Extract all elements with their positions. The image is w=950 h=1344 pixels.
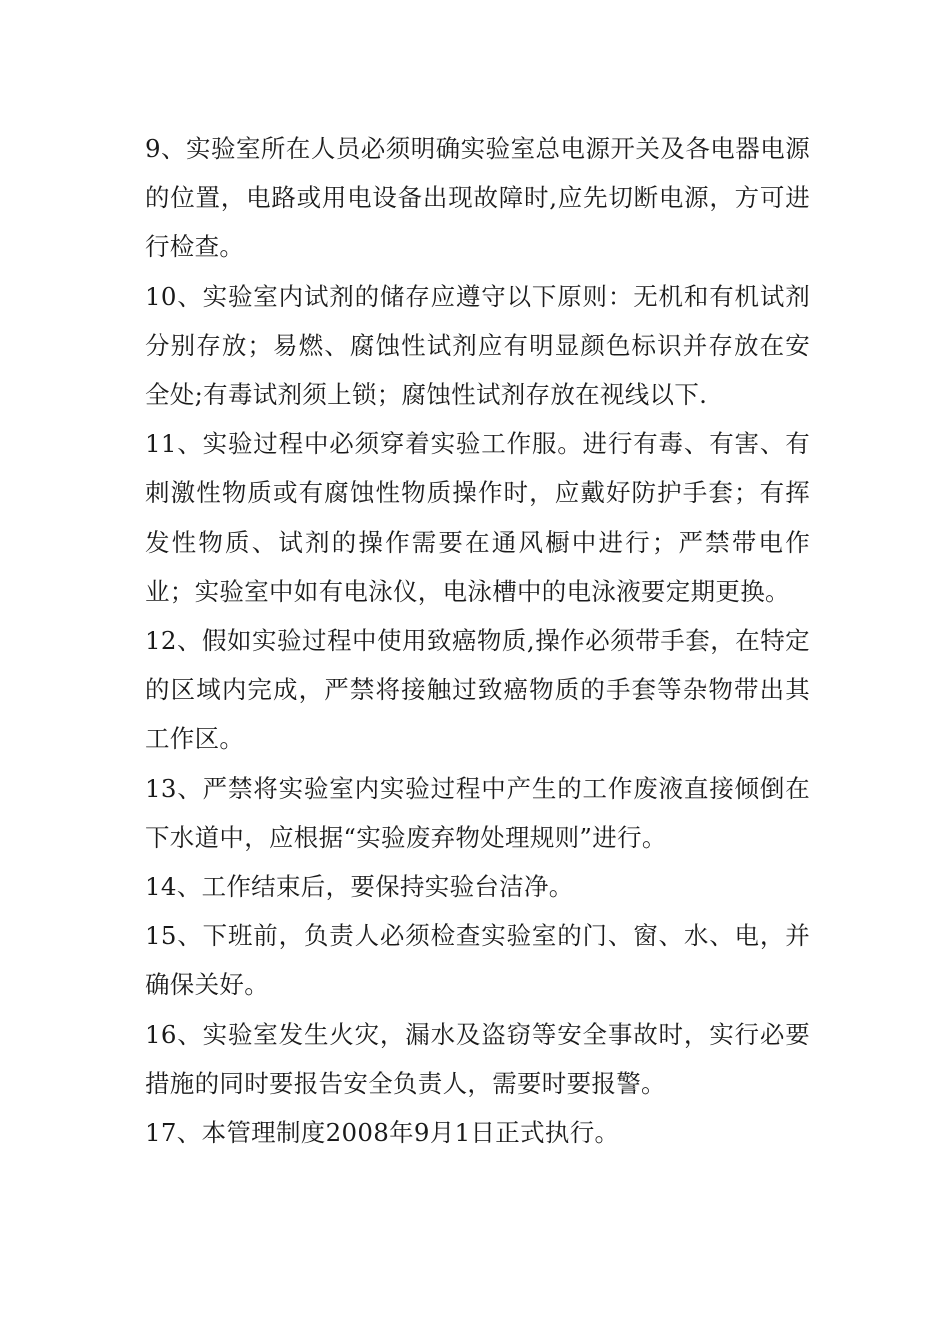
paragraph-rule-16: 16、实验室发生火灾，漏水及盗窃等安全事故时，实行必要措施的同时要报告安全负责人，需要时要报警。 bbox=[145, 1019, 810, 1098]
paragraph-rule-15: 15、下班前，负责人必须检查实验室的门、窗、水、电，并确保关好。 bbox=[145, 921, 810, 1000]
paragraph-rule-14: 14、工作结束后，要保持实验台洁净。 bbox=[145, 872, 574, 902]
paragraph-rule-12: 12、假如实验过程中使用致癌物质,操作必须带手套，在特定的区域内完成，严禁将接触过致癌物质的手套等杂物带出其工作区。 bbox=[145, 626, 810, 754]
paragraph-rule-10: 10、实验室内试剂的储存应遵守以下原则：无机和有机试剂分别存放；易燃、腐蚀性试剂应有明显颜色标识并存放在安全处;有毒试剂须上锁；腐蚀性试剂存放在视线以下. bbox=[145, 281, 810, 410]
paragraph-rule-17: 17、本管理制度2008年9月1日正式执行。 bbox=[145, 1118, 620, 1148]
paragraph-rule-13: 13、严禁将实验室内实验过程中产生的工作废液直接倾倒在下水道中，应根据“实验废弃物处理规则”进行。 bbox=[145, 773, 810, 852]
document-body bbox=[145, 124, 810, 1157]
paragraph-rule-11: 11、实验过程中必须穿着实验工作服。进行有毒、有害、有刺激性物质或有腐蚀性物质操作时，应戴好防护手套；有挥发性物质、试剂的操作需要在通风橱中进行；严禁带电作业；实验室中如有电泳仪，电泳槽中的电泳液要定期更换。 bbox=[145, 429, 810, 606]
paragraph-rule-9: 9、实验室所在人员必须明确实验室总电源开关及各电器电源的位置，电路或用电设备出现故障时,应先切断电源，方可进行检查。 bbox=[145, 134, 810, 262]
